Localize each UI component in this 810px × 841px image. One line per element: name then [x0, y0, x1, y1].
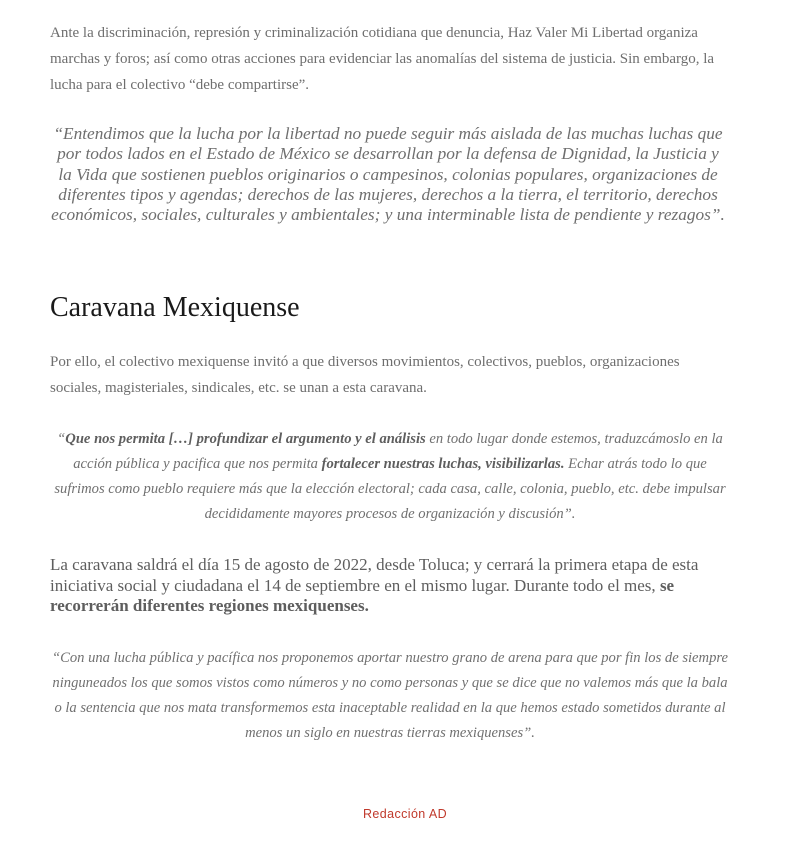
quote-text-closing: Echar atrás todo lo que sufrimos como pueblo requiere más que la elección electoral; cada casa, calle, colonia, pueblo, etc. debe impulsar decididamente mayores procesos de organización y discusión”.: [54, 456, 726, 522]
caravan-invite-paragraph: Por ello, el colectivo mexiquense invitó a que diversos movimientos, colectivos, pueblos, organizaciones sociales, magisteriales, sindicales, etc. se unan a esta caravana.: [50, 354, 680, 396]
quote-text-action: en todo lugar donde estemos, traduzcámoslo en la acción pública y pacifica que nos permita: [73, 431, 723, 472]
blockquote-organizacion: [50, 427, 730, 527]
section-heading: Caravana Mexiquense: [50, 292, 300, 323]
blockquote-libertad: “Entendimos que la lucha por la libertad no puede seguir más aislada de las muchas luchas que por todos lados en el Estado de México se desarrollan por la defensa de Dignidad, la Justicia y la Vida que sostienen pueblos originarios o campesinos, colonias populares, organizaciones de diferentes tipos y agendas; derechos de las mujeres, derechos a la tierra, el territorio, derechos económicos, sociales, culturales y ambientales; y una interminable lista de pendiente y rezagos”.: [51, 124, 725, 225]
caravan-regions-bold: se recorrerán diferentes regiones mexiquenses.: [50, 575, 675, 615]
intro-paragraph: Ante la discriminación, represión y criminalización cotidiana que denuncia, Haz Valer Mi Libertad organiza marchas y foros; así como otras acciones para evidenciar las anomalías del sistema de justicia. Sin embargo, la lucha para el colectivo “debe compartirse”.: [50, 25, 715, 93]
quote-bold-strengthen: fortalecer nuestras luchas, visibilizarlas.: [321, 456, 565, 472]
caravan-dates-text: La caravana saldrá el día 15 de agosto de 2022, desde Toluca; y cerrará la primera etapa de esta iniciativa social y ciudadana el 14 de septiembre en el mismo lugar. Durante todo el mes,: [50, 555, 699, 595]
blockquote-lucha-pacifica: “Con una lucha pública y pacífica nos proponemos aportar nuestro grano de arena para que por fin los de siempre ninguneados los que somos vistos como números y no como personas y que se dice que no valemos más que la bala o la sentencia que nos mata transformemos esta inaceptable realidad en la que hemos estado sometidos durante al menos un siglo en nuestras tierras mexiquenses”.: [51, 650, 728, 741]
quote-open-mark: “: [57, 431, 66, 447]
quote-bold-analysis: Que nos permita […] profundizar el argumento y el análisis: [65, 431, 426, 447]
byline: Redacción AD: [362, 807, 447, 821]
caravan-dates-paragraph: [50, 555, 730, 617]
